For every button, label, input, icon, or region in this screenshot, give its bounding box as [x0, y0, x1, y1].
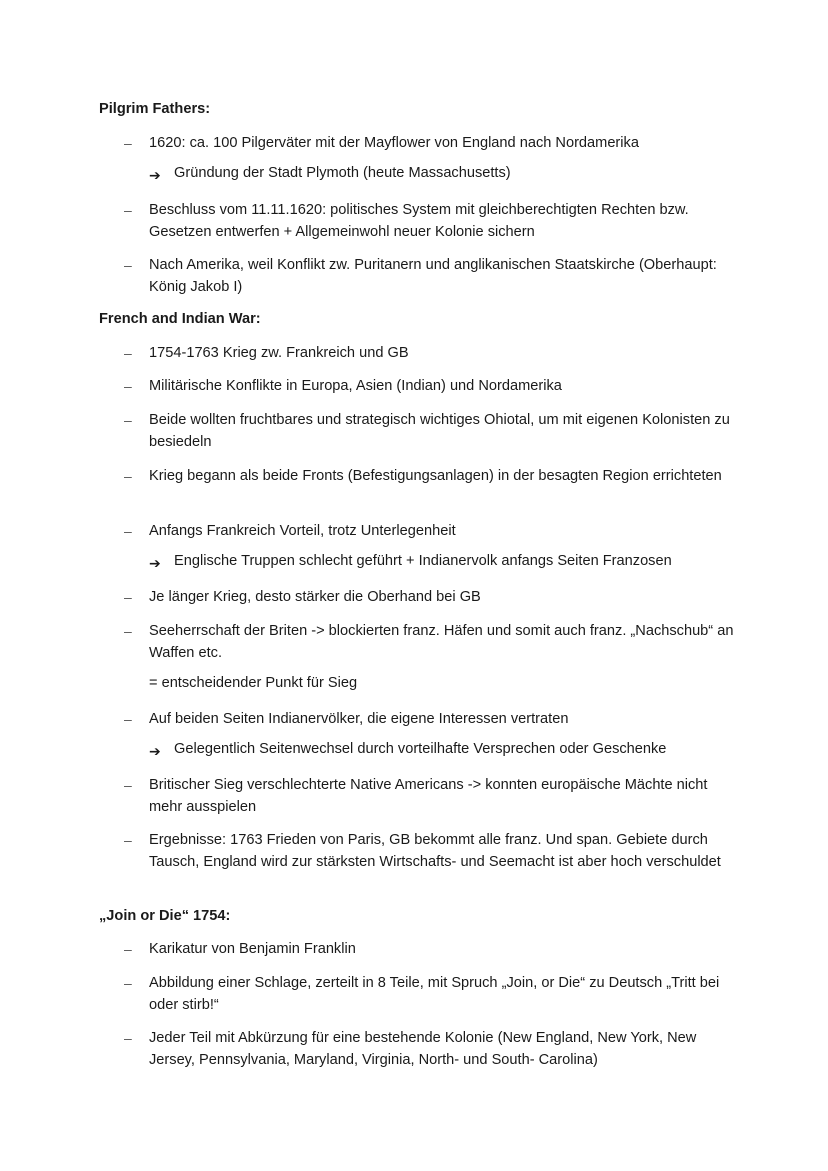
- list-item: Abbildung einer Schlage, zerteilt in 8 Teile, mit Spruch „Join, or Die“ zu Deutsch „Tritt bei oder stirb!“: [149, 975, 720, 1013]
- list-item: Seeherrschaft der Briten -> blockierten franz. Häfen und somit auch franz. „Nachschub“ an Waffen etc.: [149, 623, 734, 661]
- bullet-dash-icon: –: [124, 378, 132, 394]
- list-item: Nach Amerika, weil Konflikt zw. Puritanern und anglikanischen Staatskirche (Oberhaupt: König Jakob I): [149, 257, 717, 295]
- bullet-dash-icon: –: [124, 975, 132, 991]
- bullet-dash-icon: –: [124, 711, 132, 727]
- list-item: 1620: ca. 100 Pilgerväter mit der Mayflower von England nach Nordamerika: [149, 135, 639, 151]
- list-item: Beschluss vom 11.11.1620: politisches System mit gleichberechtigten Rechten bzw. Gesetzen entwerfen + Allgemeinwohl neuer Kolonie sichern: [149, 202, 689, 240]
- bullet-dash-icon: –: [124, 257, 132, 273]
- section-heading-join-or-die: „Join or Die“ 1754:: [99, 908, 231, 924]
- bullet-dash-icon: –: [124, 832, 132, 848]
- bullet-dash-icon: –: [124, 623, 132, 639]
- bullet-dash-icon: –: [124, 941, 132, 957]
- section-heading-pilgrim-fathers: Pilgrim Fathers:: [99, 101, 211, 117]
- list-item: Anfangs Frankreich Vorteil, trotz Unterlegenheit: [149, 523, 456, 539]
- list-item-note: = entscheidender Punkt für Sieg: [149, 675, 358, 691]
- list-item: Britischer Sieg verschlechterte Native Americans -> konnten europäische Mächte nicht mehr ausspielen: [149, 777, 708, 815]
- bullet-dash-icon: –: [124, 523, 132, 539]
- list-item-sub: Gründung der Stadt Plymoth (heute Massachusetts): [174, 165, 511, 181]
- list-item-sub: Englische Truppen schlecht geführt + Indianervolk anfangs Seiten Franzosen: [174, 553, 672, 569]
- list-item: Je länger Krieg, desto stärker die Oberhand bei GB: [149, 589, 481, 605]
- bullet-dash-icon: –: [124, 345, 132, 361]
- list-item: Jeder Teil mit Abkürzung für eine bestehende Kolonie (New England, New York, New Jersey, Pennsylvania, Maryland, Virginia, North- und South- Carolina): [149, 1030, 697, 1068]
- list-item: Karikatur von Benjamin Franklin: [149, 941, 356, 957]
- list-item: Beide wollten fruchtbares und strategisch wichtiges Ohiotal, um mit eigenen Kolonisten zu besiedeln: [149, 412, 730, 450]
- bullet-dash-icon: –: [124, 1030, 132, 1046]
- section-heading-french-indian-war: French and Indian War:: [99, 311, 261, 327]
- bullet-dash-icon: –: [124, 412, 132, 428]
- list-item-sub: Gelegentlich Seitenwechsel durch vorteilhafte Versprechen oder Geschenke: [174, 741, 667, 757]
- bullet-dash-icon: –: [124, 777, 132, 793]
- arrow-right-icon: ➔: [149, 167, 161, 183]
- bullet-dash-icon: –: [124, 135, 132, 151]
- bullet-dash-icon: –: [124, 589, 132, 605]
- list-item: Ergebnisse: 1763 Frieden von Paris, GB bekommt alle franz. Und span. Gebiete durch Tausch, England wird zur stärksten Wirtschafts- und Seemacht ist aber hoch verschuldet: [149, 832, 721, 870]
- bullet-dash-icon: –: [124, 468, 132, 484]
- list-item: Krieg begann als beide Fronts (Befestigungsanlagen) in der besagten Region errichteten: [149, 468, 722, 484]
- list-item: Militärische Konflikte in Europa, Asien (Indian) und Nordamerika: [149, 378, 562, 394]
- arrow-right-icon: ➔: [149, 743, 161, 759]
- list-item: 1754-1763 Krieg zw. Frankreich und GB: [149, 345, 409, 361]
- list-item: Auf beiden Seiten Indianervölker, die eigene Interessen vertraten: [149, 711, 569, 727]
- arrow-right-icon: ➔: [149, 555, 161, 571]
- bullet-dash-icon: –: [124, 202, 132, 218]
